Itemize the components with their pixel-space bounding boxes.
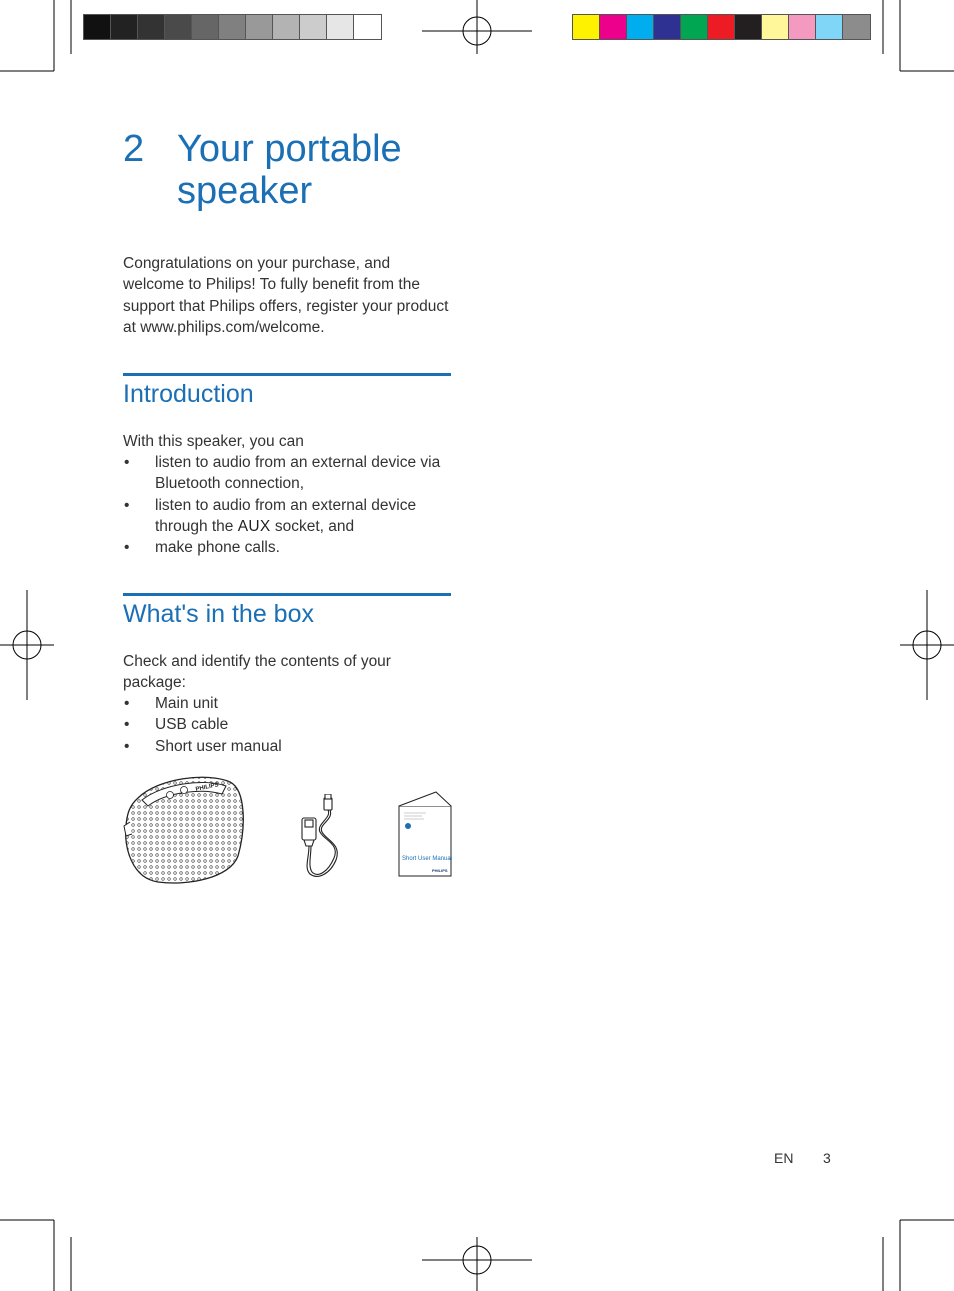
- list-item: [123, 714, 453, 735]
- list-item-text: through the: [155, 517, 238, 535]
- grayscale-swatch: [300, 15, 327, 39]
- list-item-text: Main unit: [155, 695, 218, 712]
- color-swatch: [600, 15, 627, 39]
- grayscale-swatch: [138, 15, 165, 39]
- bullet-icon: •: [124, 496, 130, 514]
- section-rule: [123, 373, 451, 376]
- list-item-text: USB cable: [155, 716, 229, 734]
- speaker-brand-text: PHILIPS: [195, 782, 220, 793]
- list-item: [123, 495, 453, 538]
- manual-title-text: Short User Manual: [402, 856, 453, 862]
- color-swatch: [735, 15, 762, 39]
- color-swatch: [843, 15, 870, 39]
- section-rule: [123, 593, 451, 596]
- grayscale-swatch: [246, 15, 273, 39]
- intro-line: support that Philips offers, register your product: [123, 297, 449, 315]
- color-swatch: [708, 15, 735, 39]
- chapter-title: [177, 128, 457, 212]
- list-item: [123, 736, 453, 757]
- list-item-text: socket, and: [270, 517, 355, 535]
- box-lead-line: Check and identify the contents of your: [123, 653, 391, 670]
- bullet-icon: •: [124, 716, 130, 734]
- list-item-line: make phone calls.: [155, 539, 280, 557]
- list-item-line: listen to audio from an external device via: [155, 454, 441, 471]
- chapter-title-line2: speaker: [177, 170, 313, 212]
- color-swatch: [816, 15, 843, 39]
- bullet-icon: •: [124, 454, 130, 471]
- chapter-title-line1: Your portable: [177, 128, 402, 170]
- grayscale-swatch: [84, 15, 111, 39]
- list-item: [123, 537, 453, 558]
- list-item: [123, 452, 453, 495]
- list-item: [123, 693, 453, 714]
- grayscale-swatch: [354, 15, 381, 39]
- color-swatch: [627, 15, 654, 39]
- list-item-line: Bluetooth connection,: [155, 475, 305, 493]
- box-contents-list: [123, 693, 453, 757]
- grayscale-swatch: [111, 15, 138, 39]
- color-swatch: [654, 15, 681, 39]
- list-item-line: listen to audio from an external device: [155, 496, 417, 514]
- box-lead-line: package:: [123, 674, 186, 692]
- chapter-number: 2: [123, 128, 145, 170]
- grayscale-swatch: [165, 15, 192, 39]
- grayscale-swatch: [327, 15, 354, 39]
- list-item-text: Short user manual: [155, 737, 282, 755]
- short-user-manual-illustration: [396, 788, 454, 880]
- bullet-icon: •: [124, 737, 130, 755]
- color-swatch: [573, 15, 600, 39]
- introduction-heading: Introduction: [123, 380, 254, 408]
- color-swatch: [789, 15, 816, 39]
- bullet-icon: •: [124, 539, 130, 557]
- introduction-lead: With this speaker, you can: [123, 433, 304, 450]
- manual-brand-text: PHILIPS: [432, 868, 448, 873]
- intro-line: Congratulations on your purchase, and: [123, 255, 391, 272]
- intro-line: welcome to Philips! To fully benefit from the: [123, 276, 420, 294]
- color-calibration-bar: [572, 14, 871, 40]
- color-swatch: [762, 15, 789, 39]
- intro-line: at www.philips.com/welcome.: [123, 318, 325, 336]
- box-heading: What's in the box: [123, 600, 314, 628]
- introduction-list: [123, 452, 453, 558]
- speaker-illustration: [118, 768, 250, 892]
- box-lead: [123, 651, 453, 694]
- list-item-line: [155, 516, 453, 537]
- color-swatch: [681, 15, 708, 39]
- grayscale-swatch: [273, 15, 300, 39]
- footer-page-number: 3: [823, 1150, 831, 1166]
- grayscale-calibration-bar: [83, 14, 382, 40]
- grayscale-swatch: [219, 15, 246, 39]
- grayscale-swatch: [192, 15, 219, 39]
- bullet-icon: •: [124, 695, 130, 712]
- aux-socket-label: AUX: [237, 517, 271, 535]
- footer-language: EN: [774, 1150, 794, 1166]
- usb-cable-illustration: [296, 794, 348, 880]
- intro-paragraph: [123, 253, 453, 338]
